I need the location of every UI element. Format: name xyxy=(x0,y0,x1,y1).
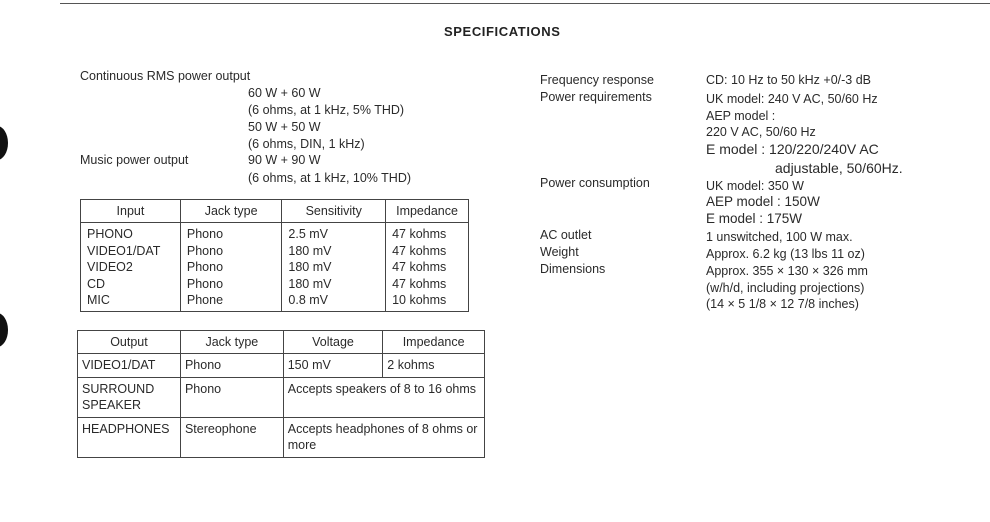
output-header: Voltage xyxy=(283,331,383,354)
table-cell: Phono xyxy=(180,377,283,417)
table-cell: Phono xyxy=(180,259,282,276)
music-line: 90 W + 90 W xyxy=(248,153,321,167)
weight-label: Weight xyxy=(540,245,579,259)
dimensions-line: (14 × 5 1/8 × 12 7/8 inches) xyxy=(706,297,859,311)
ac-outlet-value: 1 unswitched, 100 W max. xyxy=(706,230,853,244)
table-cell: 47 kohms xyxy=(386,276,469,293)
rms-line: (6 ohms, at 1 kHz, 5% THD) xyxy=(248,103,405,117)
table-cell: 180 mV xyxy=(282,276,386,293)
table-cell: Phono xyxy=(180,276,282,293)
output-header: Impedance xyxy=(383,331,485,354)
table-cell: Accepts headphones of 8 ohms or more xyxy=(283,417,484,457)
dimensions-line: (w/h/d, including projections) xyxy=(706,281,865,295)
weight-value: Approx. 6.2 kg (13 lbs 11 oz) xyxy=(706,247,865,261)
consumption-line: E model : 175W xyxy=(706,211,803,226)
table-cell: CD xyxy=(81,276,181,293)
dimensions-line: Approx. 355 × 130 × 326 mm xyxy=(706,264,868,278)
table-row xyxy=(81,243,469,260)
rms-line: (6 ohms, DIN, 1 kHz) xyxy=(248,137,365,151)
dimensions-label: Dimensions xyxy=(540,262,606,276)
table-cell: VIDEO2 xyxy=(81,259,181,276)
table-row xyxy=(81,292,469,311)
binding-hole-top xyxy=(0,126,8,160)
binding-hole-bottom xyxy=(0,313,8,347)
table-cell: PHONO xyxy=(81,223,181,243)
consumption-line: UK model: 350 W xyxy=(706,179,804,193)
table-cell: 180 mV xyxy=(282,259,386,276)
top-rule xyxy=(60,3,990,4)
music-power-label: Music power output xyxy=(80,153,189,167)
consumption-line: AEP model : 150W xyxy=(706,194,820,209)
table-cell: Stereophone xyxy=(180,417,283,457)
table-cell: Phone xyxy=(180,292,282,311)
page-title: SPECIFICATIONS xyxy=(444,24,561,39)
power-req-line: UK model: 240 V AC, 50/60 Hz xyxy=(706,92,878,106)
table-row xyxy=(78,417,485,457)
table-cell: Phono xyxy=(180,354,283,378)
power-req-line: E model : 120/220/240V AC xyxy=(706,141,879,157)
output-header: Output xyxy=(78,331,181,354)
ac-outlet-label: AC outlet xyxy=(540,228,592,242)
table-row xyxy=(78,354,485,378)
input-header: Jack type xyxy=(180,200,282,223)
input-header: Input xyxy=(81,200,181,223)
table-row xyxy=(81,276,469,293)
power-req-line: 220 V AC, 50/60 Hz xyxy=(706,125,816,139)
table-cell: 47 kohms xyxy=(386,243,469,260)
table-cell: 10 kohms xyxy=(386,292,469,311)
rms-power-label: Continuous RMS power output xyxy=(80,69,251,83)
table-cell: HEADPHONES xyxy=(78,417,181,457)
table-cell: 47 kohms xyxy=(386,259,469,276)
input-table xyxy=(80,199,469,312)
table-cell: Phono xyxy=(180,243,282,260)
table-cell: Accepts speakers of 8 to 16 ohms xyxy=(283,377,484,417)
table-cell: Phono xyxy=(180,223,282,243)
power-req-line: adjustable, 50/60Hz. xyxy=(775,160,903,176)
power-consumption-label: Power consumption xyxy=(540,176,650,190)
input-header: Sensitivity xyxy=(282,200,386,223)
table-row xyxy=(78,377,485,417)
table-row xyxy=(81,259,469,276)
table-cell: 0.8 mV xyxy=(282,292,386,311)
rms-line: 50 W + 50 W xyxy=(248,120,321,134)
table-cell: 2.5 mV xyxy=(282,223,386,243)
output-table xyxy=(77,330,485,458)
output-header: Jack type xyxy=(180,331,283,354)
table-cell: VIDEO1/DAT xyxy=(78,354,181,378)
table-cell: VIDEO1/DAT xyxy=(81,243,181,260)
input-header: Impedance xyxy=(386,200,469,223)
table-row xyxy=(81,223,469,243)
table-cell: SURROUND SPEAKER xyxy=(78,377,181,417)
rms-line: 60 W + 60 W xyxy=(248,86,321,100)
music-line: (6 ohms, at 1 kHz, 10% THD) xyxy=(248,171,412,185)
table-cell: 47 kohms xyxy=(386,223,469,243)
table-cell: MIC xyxy=(81,292,181,311)
frequency-response-value: CD: 10 Hz to 50 kHz +0/-3 dB xyxy=(706,73,872,87)
table-cell: 150 mV xyxy=(283,354,383,378)
table-cell: 180 mV xyxy=(282,243,386,260)
power-requirements-label: Power requirements xyxy=(540,90,652,104)
table-cell: 2 kohms xyxy=(383,354,485,378)
power-req-line: AEP model : xyxy=(706,109,776,123)
frequency-response-label: Frequency response xyxy=(540,73,654,87)
